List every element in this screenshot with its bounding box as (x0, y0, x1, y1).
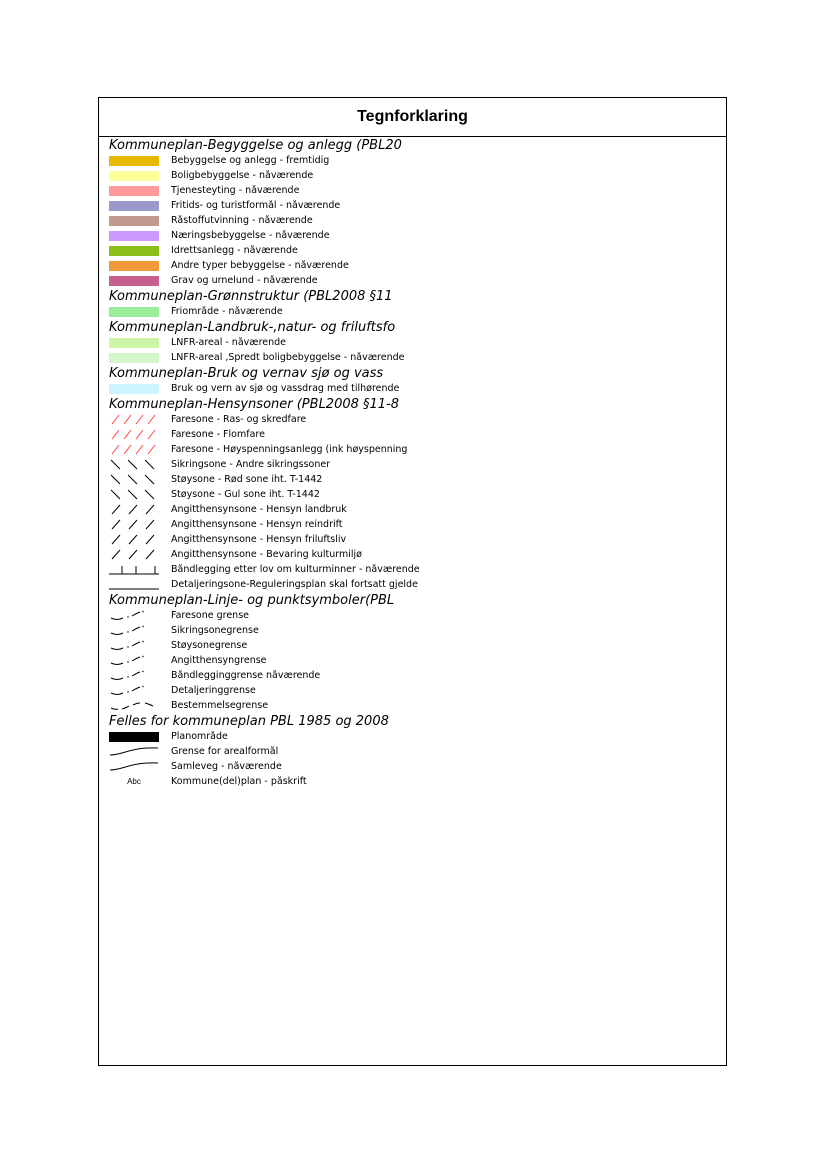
legend-item-label: LNFR-areal - nåværende (171, 337, 287, 348)
regulation-boundary-symbol (109, 698, 159, 713)
legend-item (109, 744, 422, 759)
curve-line-symbol (109, 759, 159, 774)
legend-item-label: Idrettsanlegg - nåværende (171, 245, 298, 256)
legend-item (109, 427, 422, 442)
legend-title-bar (99, 98, 726, 137)
legend-item (109, 472, 422, 487)
color-swatch (109, 183, 159, 198)
legend-item-label: Friområde - nåværende (171, 306, 283, 317)
annotation-symbol: Abc (127, 777, 141, 786)
legend-item (109, 608, 422, 623)
legend-item (109, 562, 422, 577)
legend-item (109, 759, 422, 774)
legend-item-label: Detaljeringsone-Reguleringsplan skal fortsatt gjelde (171, 579, 418, 590)
legend-section-title: Kommuneplan-Landbruk-,natur- og friluftsfo (109, 320, 396, 335)
legend-section-title: Felles for kommuneplan PBL 1985 og 2008 (109, 714, 389, 729)
hazard-hatch-symbol (109, 412, 159, 427)
tick-line-symbol (109, 562, 159, 577)
legend-item-label: Kommune(del)plan - påskrift (171, 776, 307, 787)
slash-hatch-symbol (109, 517, 159, 532)
legend-item (109, 153, 422, 168)
color-swatch (109, 228, 159, 243)
legend-item (109, 532, 422, 547)
legend-item (109, 228, 422, 243)
slash-hatch-symbol (109, 547, 159, 562)
legend-item (109, 213, 422, 228)
legend-item-label: Angitthensynsone - Hensyn friluftsliv (171, 534, 347, 545)
color-swatch (109, 381, 159, 396)
legend-item (109, 457, 422, 472)
color-swatch (109, 729, 159, 744)
legend-item (109, 577, 422, 592)
legend-item-label: Grav og urnelund - nåværende (171, 275, 318, 286)
legend-item (109, 729, 422, 744)
boundary-line-symbol (109, 638, 159, 653)
legend-body (99, 137, 422, 789)
color-swatch (109, 153, 159, 168)
curve-line-symbol (109, 744, 159, 759)
color-swatch (109, 350, 159, 365)
color-swatch (109, 335, 159, 350)
legend-item (109, 335, 422, 350)
color-swatch (109, 243, 159, 258)
legend-item-label: Angitthensynsone - Bevaring kulturmiljø (171, 549, 362, 560)
legend-item-label: Detaljeringgrense (171, 685, 256, 696)
legend-item-label: Faresone - Flomfare (171, 429, 265, 440)
legend-item (109, 198, 422, 213)
legend-item-label: Båndlegging etter lov om kulturminner - nåværende (171, 564, 420, 575)
legend-frame (98, 97, 727, 1066)
legend-item (109, 517, 422, 532)
legend-item (109, 623, 422, 638)
legend-item (109, 638, 422, 653)
legend-item (109, 350, 422, 365)
color-swatch (109, 304, 159, 319)
backslash-hatch-symbol (109, 487, 159, 502)
legend-item-label: Fritids- og turistformål - nåværende (171, 200, 341, 211)
legend-item (109, 547, 422, 562)
legend-item-label: Faresone grense (171, 610, 249, 621)
legend-item-label: Støysone - Gul sone iht. T-1442 (171, 489, 320, 500)
legend-item (109, 183, 422, 198)
legend-item-label: Sikringsonegrense (171, 625, 259, 636)
legend-section-title: Kommuneplan-Grønnstruktur (PBL2008 §11 (109, 289, 393, 304)
legend-item (109, 683, 422, 698)
legend-item-label: Råstoffutvinning - nåværende (171, 215, 313, 226)
legend-item-label: Planområde (171, 731, 228, 742)
legend-section-title: Kommuneplan-Begyggelse og anlegg (PBL20 (109, 138, 402, 153)
boundary-line-symbol (109, 653, 159, 668)
legend-title: Tegnforklaring (357, 108, 468, 125)
legend-item (109, 412, 422, 427)
legend-item-label: Støysone - Rød sone iht. T-1442 (171, 474, 323, 485)
legend-item-label: Grense for arealformål (171, 746, 279, 757)
hazard-hatch-symbol (109, 427, 159, 442)
legend-item-label: Bestemmelsegrense (171, 700, 269, 711)
color-swatch (109, 168, 159, 183)
boundary-line-symbol (109, 623, 159, 638)
legend-section-title: Kommuneplan-Bruk og vernav sjø og vass (109, 366, 384, 381)
legend-item-label: Tjenesteyting - nåværende (171, 185, 300, 196)
legend-item (109, 487, 422, 502)
legend-item (109, 258, 422, 273)
legend-item-label: Angitthensynsone - Hensyn landbruk (171, 504, 347, 515)
legend-item (109, 502, 422, 517)
color-swatch (109, 258, 159, 273)
legend-section-title: Kommuneplan-Hensynsoner (PBL2008 §11-8 (109, 397, 400, 412)
legend-item (109, 273, 422, 288)
boundary-line-symbol (109, 668, 159, 683)
legend-item-label: Samleveg - nåværende (171, 761, 282, 772)
legend-item-label: Faresone - Høyspenningsanlegg (ink høyspenning (171, 444, 408, 455)
legend-item-label: Støysonegrense (171, 640, 248, 651)
color-swatch (109, 213, 159, 228)
legend-item-label: Bruk og vern av sjø og vassdrag med tilhørende (171, 383, 400, 394)
boundary-line-symbol (109, 683, 159, 698)
slash-hatch-symbol (109, 502, 159, 517)
legend-item-label: LNFR-areal ,Spredt boligbebyggelse - nåværende (171, 352, 405, 363)
legend-item-label: Faresone - Ras- og skredfare (171, 414, 307, 425)
legend-item (109, 668, 422, 683)
legend-item (109, 774, 422, 789)
solid-line-symbol (109, 577, 159, 592)
legend-item-label: Bebyggelse og anlegg - fremtidig (171, 155, 330, 166)
boundary-line-symbol (109, 608, 159, 623)
legend-item (109, 442, 422, 457)
legend-item-label: Båndlegginggrense nåværende (171, 670, 321, 681)
legend-item-label: Andre typer bebyggelse - nåværende (171, 260, 349, 271)
legend-item-label: Angitthensynsone - Hensyn reindrift (171, 519, 343, 530)
backslash-hatch-symbol (109, 457, 159, 472)
legend-item (109, 168, 422, 183)
hazard-hatch-symbol (109, 442, 159, 457)
legend-item-label: Boligbebyggelse - nåværende (171, 170, 314, 181)
color-swatch (109, 273, 159, 288)
legend-item-label: Næringsbebyggelse - nåværende (171, 230, 330, 241)
legend-section-title: Kommuneplan-Linje- og punktsymboler(PBL (109, 593, 395, 608)
legend-item (109, 243, 422, 258)
legend-item (109, 653, 422, 668)
backslash-hatch-symbol (109, 472, 159, 487)
legend-item (109, 698, 422, 713)
legend-item-label: Angitthensyngrense (171, 655, 267, 666)
slash-hatch-symbol (109, 532, 159, 547)
legend-item (109, 381, 422, 396)
color-swatch (109, 198, 159, 213)
legend-item (109, 304, 422, 319)
legend-item-label: Sikringsone - Andre sikringssoner (171, 459, 331, 470)
